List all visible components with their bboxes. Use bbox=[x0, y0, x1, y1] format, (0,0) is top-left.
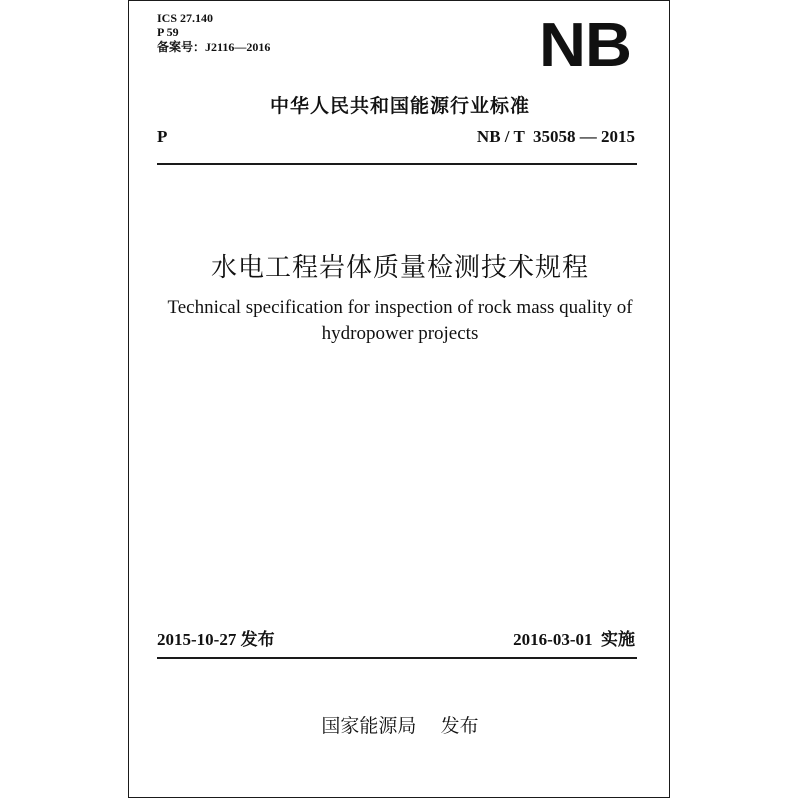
standard-cover-page bbox=[128, 0, 670, 798]
chinese-title: 水电工程岩体质量检测技术规程 bbox=[210, 253, 589, 283]
filing-number: 备案号：J2116—2016 bbox=[157, 40, 271, 54]
header-divider bbox=[157, 163, 637, 165]
publisher: 国家能源局 发布 bbox=[321, 715, 479, 737]
english-title-line-2: hydropower projects bbox=[321, 323, 479, 344]
category-letter: P bbox=[157, 127, 168, 146]
nb-logo: NB bbox=[539, 11, 631, 80]
footer-divider bbox=[157, 657, 637, 659]
category-code: P 59 bbox=[157, 25, 179, 39]
industry-standard-title: 中华人民共和国能源行业标准 bbox=[269, 95, 530, 117]
implementation-date: 2016-03-01 实施 bbox=[513, 630, 635, 649]
issue-date: 2015-10-27 发布 bbox=[157, 630, 275, 649]
standard-number: NB / T 35058 — 2015 bbox=[476, 127, 635, 146]
english-title-line-1: Technical specification for inspection of rock mass quality of bbox=[167, 297, 633, 318]
ics-code: ICS 27.140 bbox=[157, 11, 214, 25]
